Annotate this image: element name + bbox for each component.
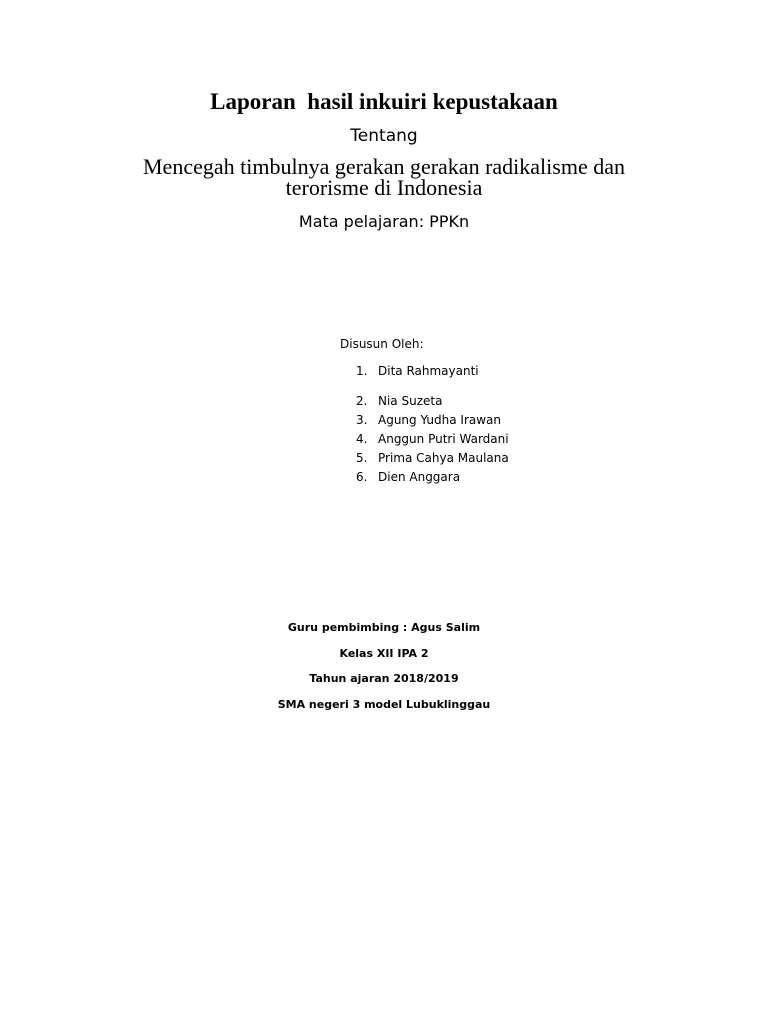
document-about-label: Tentang	[350, 126, 418, 146]
author-number: 2.	[356, 394, 368, 408]
teacher-line: Guru pembimbing : Agus Salim	[287, 621, 481, 634]
author-name: Agung Yudha Irawan	[378, 413, 502, 427]
author-item-3	[356, 411, 501, 429]
author-name: Nia Suzeta	[378, 394, 443, 408]
authors-heading: Disusun Oleh:	[340, 337, 424, 351]
author-name: Anggun Putri Wardani	[378, 432, 509, 446]
class-line: Kelas XII IPA 2	[339, 647, 429, 660]
author-number: 3.	[356, 413, 368, 427]
document-topic: Mencegah timbulnya gerakan gerakan radikalisme dan terorisme di Indonesia	[143, 154, 625, 200]
author-item-5	[356, 449, 509, 467]
author-item-4	[356, 430, 509, 448]
author-name: Prima Cahya Maulana	[378, 451, 509, 465]
author-name: Dita Rahmayanti	[378, 364, 479, 378]
author-number: 4.	[356, 432, 368, 446]
author-item-1	[356, 362, 479, 380]
author-number: 6.	[356, 470, 368, 484]
document-subject: Mata pelajaran: PPKn	[298, 212, 470, 231]
document-title: Laporan hasil inkuiri kepustakaan	[210, 89, 558, 114]
author-name: Dien Anggara	[378, 470, 461, 484]
author-item-6	[356, 468, 460, 486]
author-item-2	[356, 392, 442, 410]
school-year-line: Tahun ajaran 2018/2019	[309, 672, 459, 685]
school-name-line: SMA negeri 3 model Lubuklinggau	[277, 698, 491, 711]
author-number: 5.	[356, 451, 368, 465]
author-number: 1.	[356, 364, 368, 378]
